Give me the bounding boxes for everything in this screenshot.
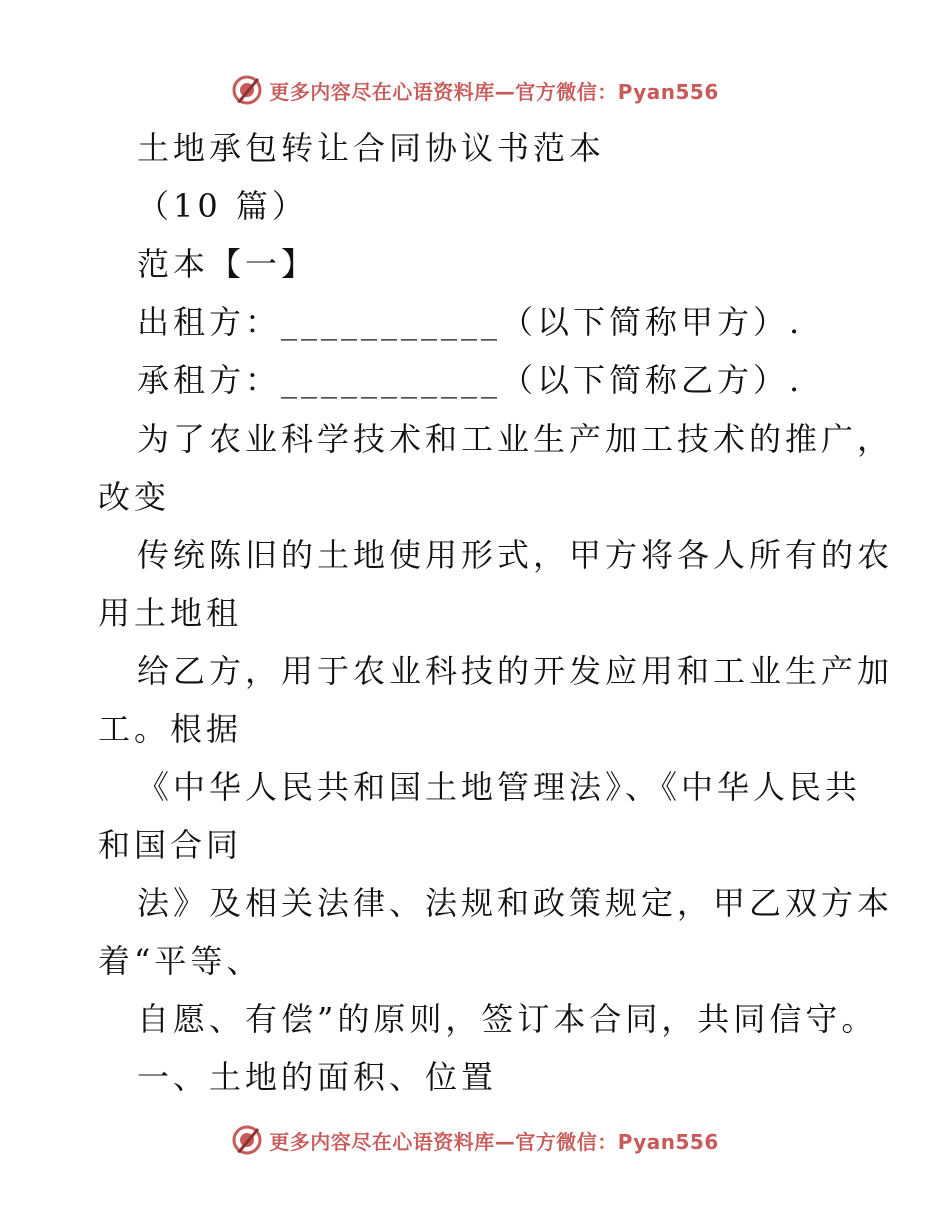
lessor-line: 出租方：___________（以下简称甲方）. [137, 303, 804, 341]
body-line: 改变 [98, 478, 171, 516]
body-line: 用土地租 [98, 594, 243, 632]
body-line: 自愿、有偿”的原则，签订本合同，共同信守。 [137, 1000, 878, 1038]
quill-pen-seal-icon [231, 74, 263, 106]
watermark-text: 更多内容尽在心语资料库—官方微信：Pyan556 [269, 1129, 719, 1154]
body-line: 法》及相关法律、法规和政策规定，甲乙双方本 [137, 884, 894, 922]
body-line: 为了农业科学技术和工业生产加工技术的推广， [137, 420, 894, 458]
body-line: 工。根据 [98, 710, 243, 748]
clause-heading: 一、土地的面积、位置 [137, 1058, 498, 1096]
section-heading: 范本【一】 [137, 245, 318, 283]
body-line: 着“平等、 [98, 942, 263, 980]
body-line: 给乙方，用于农业科技的开发应用和工业生产加 [137, 652, 894, 690]
body-line: 《中华人民共和国土地管理法》、《中华人民共 [137, 768, 862, 806]
document-title: 土地承包转让合同协议书范本 [137, 129, 606, 167]
document-subtitle: （10 篇） [137, 187, 308, 225]
body-line: 传统陈旧的土地使用形式，甲方将各人所有的农 [137, 536, 894, 574]
watermark-header [0, 68, 950, 112]
watermark-text: 更多内容尽在心语资料库—官方微信：Pyan556 [269, 79, 719, 104]
quill-pen-seal-icon [231, 1124, 263, 1156]
body-line: 和国合同 [98, 826, 243, 864]
watermark-footer [0, 1118, 950, 1162]
lessee-line: 承租方：___________（以下简称乙方）. [137, 361, 804, 399]
